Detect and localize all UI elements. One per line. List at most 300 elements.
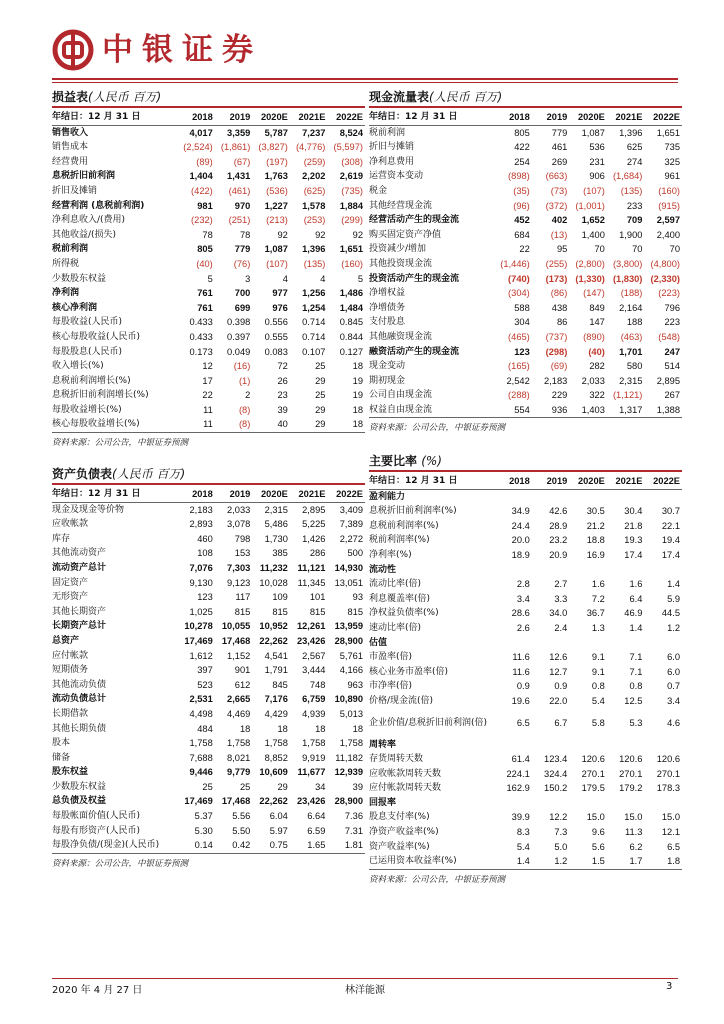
table-cell: 4 — [320, 273, 326, 284]
table-cell: 1,651 — [339, 244, 363, 255]
table-cell: 0.555 — [264, 331, 288, 342]
table-cell: 709 — [626, 215, 643, 226]
table-cell: 17.4 — [624, 549, 643, 560]
table-row — [52, 590, 365, 605]
table-cell: 25 — [202, 781, 213, 792]
table-cell: 8.3 — [516, 827, 530, 838]
row-label: 其他投资现金流 — [369, 258, 433, 269]
column-header-year: 2019 — [532, 110, 570, 125]
row-label: 市盈率(倍) — [369, 652, 413, 663]
table-cell: 845 — [272, 679, 288, 690]
table-cell: 162.9 — [506, 783, 530, 794]
table-cell: 5,013 — [339, 708, 363, 719]
table-cell: 7,237 — [302, 127, 326, 138]
table-row — [52, 403, 365, 418]
table-row — [52, 184, 365, 199]
table-cell: 325 — [664, 156, 680, 167]
table-cell: 385 — [272, 548, 288, 559]
table-row — [52, 140, 365, 155]
table-cell: 1,791 — [264, 665, 288, 676]
table-cell: 2,033 — [581, 375, 605, 386]
table-cell: 796 — [664, 302, 680, 313]
table-cell: 25 — [315, 361, 326, 372]
row-label: 购买固定资产净值 — [369, 229, 442, 240]
table-cell: 699 — [234, 302, 251, 313]
table-cell: 123 — [514, 346, 530, 357]
table-cell: 10,890 — [334, 694, 363, 705]
table-cell: 5.9 — [667, 593, 680, 604]
balance-sheet-table — [52, 487, 365, 854]
key-ratios-table — [369, 474, 682, 870]
table-row — [369, 796, 682, 811]
table-cell: 1.2 — [667, 622, 680, 633]
table-cell: (67) — [233, 156, 251, 167]
table-cell: 5.56 — [232, 811, 251, 822]
column-header-year: 2020E — [569, 110, 607, 125]
income-statement-section — [52, 88, 365, 450]
table-cell: 1,758 — [302, 738, 326, 749]
table-cell: 18 — [315, 723, 326, 734]
row-label: 每股帐面价值(人民币) — [52, 811, 141, 822]
table-row — [369, 125, 682, 140]
table-cell: 92 — [315, 229, 326, 240]
table-cell: (107) — [266, 258, 288, 269]
table-row — [369, 825, 682, 840]
balance-sheet-section — [52, 465, 365, 871]
cash-flow-title: 现金流量表(人民币 百万) — [369, 88, 682, 108]
table-cell: 1,227 — [264, 200, 288, 211]
table-cell: 0.433 — [189, 317, 213, 328]
table-cell: (740) — [508, 273, 530, 284]
brand-name: 中银证券 — [102, 32, 262, 68]
table-cell: 2,893 — [189, 519, 213, 530]
table-cell: 1,730 — [264, 533, 288, 544]
table-cell: 936 — [532, 403, 570, 418]
table-cell: 977 — [272, 288, 288, 299]
table-cell: 23 — [277, 390, 288, 401]
row-label: 流动负债总计 — [52, 694, 107, 705]
table-cell: (160) — [658, 185, 680, 196]
cashflow-source-note: 资料来源：公司公告，中银证券预测 — [369, 423, 506, 434]
row-label: 少数股东权益 — [52, 781, 107, 792]
table-cell: (1,861) — [220, 142, 251, 153]
row-label: 经营费用 — [52, 156, 89, 167]
table-cell: 6.64 — [307, 811, 326, 822]
table-cell: 1,254 — [302, 302, 326, 313]
table-cell: (253) — [303, 215, 326, 226]
table-cell: 1,884 — [339, 200, 363, 211]
table-cell: (465) — [508, 331, 530, 342]
table-row — [369, 606, 682, 621]
table-cell: (107) — [583, 185, 605, 196]
column-header-label: 年结日：12 月 31 日 — [52, 110, 177, 125]
table-cell: (1,001) — [575, 200, 605, 211]
footer-rule — [52, 978, 678, 979]
table-cell: 6.4 — [629, 593, 643, 604]
table-cell: 5,787 — [264, 127, 288, 138]
table-cell: 7.31 — [344, 825, 363, 836]
table-cell: 961 — [664, 171, 680, 182]
table-cell: 15.0 — [661, 812, 680, 823]
row-label: 应收帐款周转天数 — [369, 768, 442, 779]
table-cell: 0.127 — [339, 346, 363, 357]
table-cell: (89) — [196, 156, 213, 167]
row-label: 周转率 — [369, 739, 397, 750]
table-cell: 17 — [202, 375, 213, 386]
table-cell: 18 — [352, 404, 363, 415]
row-label: 其他收益/(损失) — [52, 229, 117, 240]
table-cell: 10,055 — [221, 621, 251, 632]
table-row — [52, 242, 365, 257]
table-cell: 849 — [589, 302, 605, 313]
table-cell: 0.9 — [516, 681, 530, 692]
table-cell: (288) — [508, 390, 530, 401]
table-cell: 2,315 — [619, 375, 643, 386]
table-cell: 21.2 — [586, 520, 605, 531]
table-cell: 2.7 — [554, 579, 568, 590]
table-cell: 0.75 — [252, 838, 290, 853]
table-cell: 1.81 — [327, 838, 365, 853]
table-cell: 18 — [327, 417, 365, 432]
column-header-year: 2019 — [215, 487, 253, 502]
table-cell: 25 — [239, 781, 251, 792]
table-cell: 70 — [669, 244, 680, 255]
column-header-year: 2021E — [290, 487, 328, 502]
table-cell: (76) — [233, 258, 251, 269]
row-label: 息税折旧前利润 — [52, 171, 116, 182]
table-cell: (3,827) — [258, 142, 288, 153]
table-cell: 5.97 — [269, 825, 288, 836]
table-cell: 536 — [589, 142, 605, 153]
row-label: 股东权益 — [52, 767, 89, 778]
table-cell: 19.6 — [511, 695, 530, 706]
column-header-year: 2018 — [177, 487, 215, 502]
table-cell: (96) — [513, 200, 530, 211]
table-cell: 2,164 — [619, 302, 643, 313]
row-label: 流动资产总计 — [52, 562, 107, 573]
footer-date: 2020 年 4 月 27 日 — [52, 985, 143, 996]
table-cell — [494, 636, 532, 651]
table-row — [52, 765, 365, 780]
table-cell: 15.0 — [586, 812, 605, 823]
key-ratios-section — [369, 452, 682, 887]
table-cell: 29 — [315, 375, 326, 386]
row-label: 应付帐款 — [52, 650, 89, 661]
table-cell: 34.9 — [511, 506, 530, 517]
table-cell: 17,469 — [184, 635, 213, 646]
table-cell: 18 — [277, 723, 288, 734]
table-cell: 815 — [309, 606, 326, 617]
table-cell: 11.6 — [512, 666, 530, 677]
table-cell: (1,446) — [500, 258, 530, 269]
table-cell: 4,939 — [302, 708, 326, 719]
table-cell: 25 — [315, 390, 326, 401]
row-label: 税金 — [369, 185, 388, 196]
table-cell: 1.8 — [644, 854, 682, 869]
table-cell: 5.30 — [194, 825, 213, 836]
table-cell: 1,404 — [189, 171, 213, 182]
table-cell: 247 — [664, 346, 680, 357]
table-header-row — [369, 474, 682, 489]
table-cell: 15.0 — [624, 812, 643, 823]
income-source-note: 资料来源：公司公告，中银证券预测 — [52, 438, 189, 449]
table-cell: 6.2 — [629, 841, 643, 852]
table-cell: 6.7 — [554, 717, 568, 728]
table-row — [52, 649, 365, 664]
table-row — [52, 315, 365, 330]
table-cell: 2.8 — [516, 579, 530, 590]
column-header-year: 2018 — [494, 474, 532, 489]
table-cell: 12,261 — [296, 621, 326, 632]
table-row — [369, 519, 682, 534]
table-cell: (8) — [215, 417, 253, 432]
table-cell: 270.1 — [619, 768, 643, 779]
table-cell: 625 — [626, 142, 643, 153]
table-row — [52, 838, 365, 853]
table-cell: 1.2 — [532, 854, 570, 869]
table-cell: 5 — [207, 273, 213, 284]
table-cell: (3,800) — [612, 258, 643, 269]
table-cell — [607, 796, 645, 811]
table-row — [369, 665, 682, 680]
table-cell: 19.4 — [661, 535, 680, 546]
table-row — [369, 155, 682, 170]
table-row — [52, 707, 365, 722]
row-label: 无形资产 — [52, 592, 89, 603]
table-cell: 5.4 — [516, 841, 530, 852]
table-cell: 970 — [234, 200, 251, 211]
table-row — [369, 650, 682, 665]
table-cell: (890) — [583, 331, 605, 342]
column-header-year: 2021E — [290, 110, 328, 125]
table-cell — [532, 636, 570, 651]
row-label: 其他融资现金流 — [369, 331, 433, 342]
table-cell: (463) — [620, 331, 643, 342]
table-cell: (461) — [228, 185, 251, 196]
row-label: 折旧与摊销 — [369, 142, 415, 153]
table-cell: 0.8 — [629, 681, 643, 692]
boc-logo-icon — [52, 29, 94, 71]
table-cell: 1,758 — [189, 738, 213, 749]
table-cell: 2,665 — [227, 694, 251, 705]
table-row — [369, 213, 682, 228]
row-label: 税前利润 — [52, 244, 89, 255]
table-cell: (308) — [341, 156, 363, 167]
table-cell: 5.37 — [194, 811, 213, 822]
table-cell: 7,688 — [189, 752, 213, 763]
table-cell: 1,388 — [644, 403, 682, 418]
table-cell: 9.1 — [591, 666, 605, 677]
table-row — [369, 359, 682, 374]
column-header-year: 2019 — [532, 474, 570, 489]
table-cell: 178.3 — [656, 783, 680, 794]
table-cell: 22,262 — [259, 796, 288, 807]
table-cell: 779 — [551, 127, 568, 138]
table-cell: 19 — [352, 375, 363, 386]
table-cell: 5 — [357, 273, 363, 284]
table-cell: 46.9 — [624, 608, 643, 619]
table-cell: 223 — [664, 317, 680, 328]
table-cell: 684 — [514, 229, 530, 240]
table-cell: 4,469 — [227, 708, 251, 719]
table-cell: 1,758 — [227, 738, 251, 749]
table-cell: 4,017 — [189, 127, 213, 138]
table-cell: 153 — [234, 548, 251, 559]
table-row — [52, 576, 365, 591]
table-header-row — [369, 110, 682, 125]
column-header-year: 2020E — [252, 110, 290, 125]
table-cell: 92 — [277, 229, 288, 240]
table-cell: 10,952 — [259, 621, 288, 632]
table-cell: 22.1 — [661, 520, 680, 531]
row-label: 息税前利润增长(%) — [52, 375, 131, 386]
table-cell: 397 — [197, 665, 213, 676]
table-cell: 3.4 — [667, 695, 680, 706]
table-row — [52, 794, 365, 809]
table-cell — [607, 489, 645, 504]
table-cell: (1,830) — [612, 273, 643, 284]
column-header-year: 2022E — [327, 110, 365, 125]
table-row — [52, 345, 365, 360]
table-cell: 422 — [514, 142, 530, 153]
row-label: 其他流动负债 — [52, 679, 107, 690]
table-cell — [607, 636, 645, 651]
row-label: 应收帐款 — [52, 519, 89, 530]
table-cell: 282 — [589, 361, 605, 372]
table-cell: 120.6 — [656, 754, 680, 765]
table-row — [369, 840, 682, 855]
table-cell: 224.1 — [506, 768, 530, 779]
table-row — [369, 272, 682, 287]
table-row — [369, 388, 682, 403]
table-cell: 3.4 — [516, 593, 530, 604]
table-cell — [569, 636, 607, 651]
table-cell: (422) — [191, 185, 213, 196]
table-row — [369, 636, 682, 651]
row-label: 销售收入 — [52, 127, 89, 138]
header-rule — [52, 78, 678, 80]
table-cell: 95 — [556, 244, 568, 255]
table-row — [369, 169, 682, 184]
table-cell: 402 — [551, 215, 568, 226]
table-cell: 22 — [519, 244, 530, 255]
row-label: 息税折旧前利润增长(%) — [52, 390, 149, 401]
table-cell: 23,426 — [296, 796, 326, 807]
table-cell: 286 — [309, 548, 326, 559]
table-row — [52, 532, 365, 547]
table-cell: (13) — [550, 229, 568, 240]
table-cell: 0.107 — [302, 346, 326, 357]
table-cell: 78 — [239, 229, 251, 240]
table-cell: 11,345 — [297, 577, 326, 588]
table-cell: 0.8 — [591, 681, 605, 692]
table-cell: (304) — [508, 288, 530, 299]
column-header-year: 2022E — [644, 474, 682, 489]
table-cell: (2,800) — [575, 258, 605, 269]
column-header-label: 年结日：12 月 31 日 — [369, 110, 494, 125]
balance-sheet-title: 资产负债表(人民币 百万) — [52, 465, 365, 485]
table-cell: 2.6 — [516, 622, 530, 633]
table-cell: 28.6 — [511, 608, 530, 619]
table-cell: 22 — [202, 390, 213, 401]
table-cell: (5,597) — [333, 142, 363, 153]
table-header-row — [52, 487, 365, 502]
table-row — [52, 199, 365, 214]
row-label: 市净率(倍) — [369, 681, 413, 692]
table-row — [52, 517, 365, 532]
table-cell: 17,468 — [221, 796, 251, 807]
table-cell: 24.4 — [511, 520, 530, 531]
table-row — [52, 722, 365, 737]
table-row — [369, 301, 682, 316]
table-cell — [532, 796, 570, 811]
table-cell: (737) — [545, 331, 568, 342]
row-label: 其他长期负债 — [52, 723, 107, 734]
table-cell: 12.7 — [549, 666, 568, 677]
table-cell: 34 — [315, 781, 326, 792]
table-row — [52, 736, 365, 751]
table-cell: 1,403 — [569, 403, 607, 418]
table-cell: (548) — [658, 331, 680, 342]
table-cell: 11,182 — [335, 752, 363, 763]
table-cell: 17.4 — [661, 549, 680, 560]
table-row — [369, 548, 682, 563]
row-label: 流动性 — [369, 564, 397, 575]
table-cell: 735 — [664, 142, 680, 153]
row-label: 总负债及权益 — [52, 796, 107, 807]
table-cell: 779 — [234, 244, 251, 255]
table-cell: 815 — [234, 606, 251, 617]
table-cell: 815 — [347, 606, 363, 617]
row-label: 总资产 — [52, 635, 80, 646]
row-label: 核心业务市盈率(倍) — [369, 666, 449, 677]
table-cell: (69) — [550, 361, 568, 372]
table-cell: (135) — [303, 258, 326, 269]
table-row — [52, 228, 365, 243]
row-label: 长期借款 — [52, 708, 89, 719]
table-cell: 0.049 — [227, 346, 251, 357]
table-cell: 461 — [551, 142, 568, 153]
table-cell: 109 — [272, 592, 288, 603]
table-cell: 2,183 — [189, 504, 213, 515]
row-label: 长期资产总计 — [52, 621, 107, 632]
table-row — [369, 767, 682, 782]
table-cell — [494, 796, 532, 811]
table-cell: 4,498 — [189, 708, 213, 719]
table-cell: 18.9 — [511, 549, 530, 560]
row-label: 其他长期资产 — [52, 606, 107, 617]
table-cell: 3 — [245, 273, 251, 284]
table-cell — [494, 563, 532, 578]
header-rule-thin — [52, 82, 678, 83]
table-row — [369, 345, 682, 360]
table-cell — [532, 563, 570, 578]
table-row — [369, 242, 682, 257]
table-cell: 101 — [309, 592, 326, 603]
table-cell: (299) — [341, 215, 363, 226]
table-cell: 1,763 — [264, 171, 288, 182]
table-cell: 10,609 — [259, 767, 288, 778]
table-cell: 1,152 — [227, 650, 251, 661]
table-cell: 1,701 — [619, 346, 643, 357]
table-cell: 0.714 — [302, 317, 326, 328]
table-cell: 748 — [309, 679, 326, 690]
table-row — [369, 679, 682, 694]
table-cell: 761 — [197, 288, 213, 299]
table-cell — [569, 738, 607, 753]
table-cell: 9,779 — [227, 767, 251, 778]
table-cell: 233 — [626, 200, 643, 211]
